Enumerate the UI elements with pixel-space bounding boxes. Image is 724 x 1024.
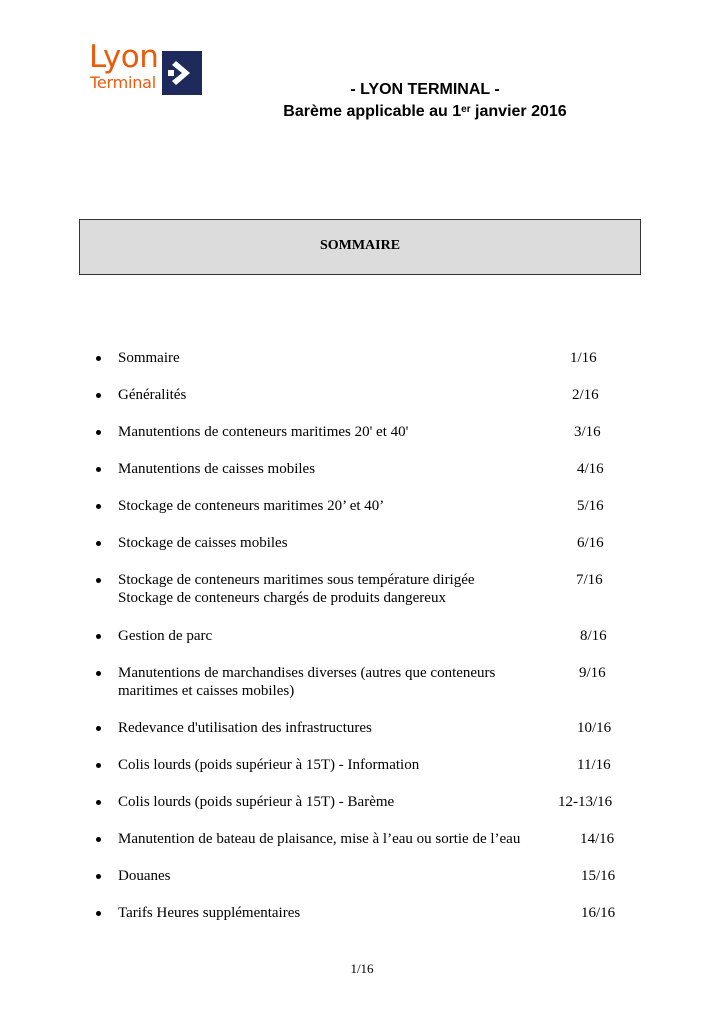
toc-item-label: Tarifs Heures supplémentaires xyxy=(118,905,301,921)
toc-item-page: 5/16 xyxy=(577,498,604,514)
bullet-icon xyxy=(96,541,101,546)
logo-word-lyon: Lyon xyxy=(89,39,159,75)
title-line-2 xyxy=(280,102,570,122)
toc-item-page: 2/16 xyxy=(572,387,599,403)
logo-word-terminal: Terminal xyxy=(90,73,157,92)
toc-item-label: Manutentions de conteneurs maritimes 20' et 40' xyxy=(118,424,409,440)
company-logo xyxy=(89,40,205,98)
toc-item-page: 15/16 xyxy=(581,868,616,884)
title-line-2-prefix: Barème applicable au 1 xyxy=(283,103,462,120)
bullet-icon xyxy=(96,763,101,768)
bullet-icon xyxy=(96,726,101,731)
toc-item-label: Stockage de conteneurs maritimes sous température dirigée xyxy=(118,572,475,588)
toc-item-label: Stockage de caisses mobiles xyxy=(118,535,288,551)
bullet-icon xyxy=(96,578,101,583)
bullet-icon xyxy=(96,393,101,398)
document-title xyxy=(280,80,570,122)
page-number: 1/16 xyxy=(350,961,374,976)
toc-item-page: 6/16 xyxy=(577,535,604,551)
bullet-icon xyxy=(96,634,101,639)
title-line-1: - LYON TERMINAL - xyxy=(350,81,500,98)
toc-item-label: Colis lourds (poids supérieur à 15T) - Barème xyxy=(118,794,395,810)
toc-item-page: 9/16 xyxy=(579,665,606,681)
bullet-icon xyxy=(96,356,101,361)
toc-item-page: 11/16 xyxy=(577,757,611,773)
bullet-icon xyxy=(96,800,101,805)
bullet-icon xyxy=(96,430,101,435)
toc-item-label: Sommaire xyxy=(118,350,180,366)
bullet-icon xyxy=(96,504,101,509)
toc-item-page: 16/16 xyxy=(581,905,616,921)
toc-item-label: Généralités xyxy=(118,387,187,403)
toc-item-page: 14/16 xyxy=(580,831,615,847)
title-line-2-superscript: er xyxy=(461,104,471,115)
toc-item-label-line-2: maritimes et caisses mobiles) xyxy=(118,683,295,699)
toc-item-label: Redevance d'utilisation des infrastructures xyxy=(118,720,372,736)
title-line-2-suffix: janvier 2016 xyxy=(470,103,567,120)
toc-item-label: Manutentions de marchandises diverses (autres que conteneurs xyxy=(118,665,496,681)
toc-item-label: Gestion de parc xyxy=(118,628,213,644)
toc-item-label: Colis lourds (poids supérieur à 15T) - Information xyxy=(118,757,420,773)
toc-item-page: 8/16 xyxy=(580,628,607,644)
logo-arrow-icon xyxy=(162,51,202,95)
toc-item-label: Manutentions de caisses mobiles xyxy=(118,461,316,477)
toc-item-label: Douanes xyxy=(118,868,171,884)
bullet-icon xyxy=(96,874,101,879)
toc-item-page: 4/16 xyxy=(577,461,604,477)
toc-item-page: 12-13/16 xyxy=(558,794,613,810)
summary-heading-box xyxy=(79,219,641,275)
bullet-icon xyxy=(96,671,101,676)
toc-item-page: 10/16 xyxy=(577,720,612,736)
bullet-icon xyxy=(96,911,101,916)
toc-item-page: 3/16 xyxy=(574,424,601,440)
toc-item-page: 1/16 xyxy=(570,350,597,366)
toc-item-label-line-2: Stockage de conteneurs chargés de produits dangereux xyxy=(118,590,446,606)
toc-item-page: 7/16 xyxy=(576,572,603,588)
bullet-icon xyxy=(96,837,101,842)
toc-item-label: Manutention de bateau de plaisance, mise à l’eau ou sortie de l’eau xyxy=(118,831,521,847)
bullet-icon xyxy=(96,467,101,472)
summary-heading: SOMMAIRE xyxy=(319,238,401,253)
toc-item-label: Stockage de conteneurs maritimes 20’ et 40’ xyxy=(118,498,385,514)
